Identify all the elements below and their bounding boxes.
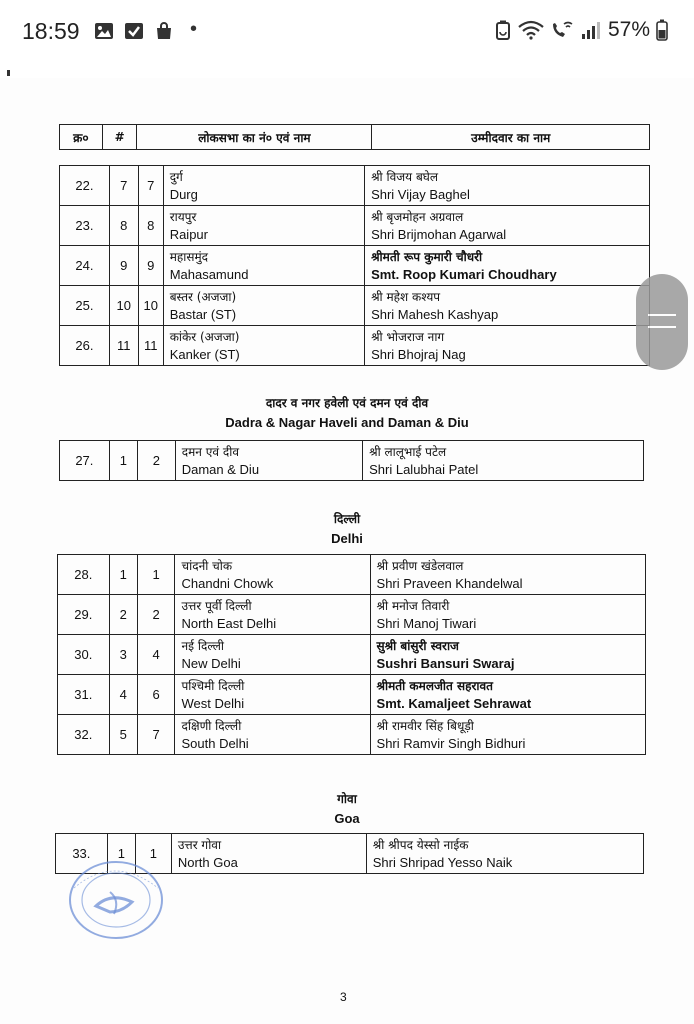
table-cell <box>137 715 175 755</box>
table-cell <box>163 206 364 246</box>
edge-mark <box>7 70 10 76</box>
clock: 18:59 <box>22 18 80 44</box>
constituency-number: 2 <box>152 606 160 622</box>
constituency-number: 10 <box>143 297 158 313</box>
header-table <box>59 124 650 150</box>
section-title-hindi: गोवा <box>337 792 357 806</box>
table-cell <box>58 715 110 755</box>
state-seq-number: 1 <box>117 845 125 861</box>
table-cell <box>138 326 163 366</box>
section-heading-goa <box>0 790 694 828</box>
table-cell <box>370 595 645 635</box>
candidate-name-english: Shri Ramvir Singh Bidhuri <box>376 735 526 751</box>
constituency-name-hindi: रायपुर <box>169 209 197 224</box>
candidate-name-hindi: श्री विजय बघेल <box>371 169 439 184</box>
shopping-bag-icon <box>154 22 174 40</box>
constituency-number: 1 <box>149 845 157 861</box>
table-cell <box>163 326 364 366</box>
constituency-name-english: Durg <box>169 186 198 202</box>
constituency-name-english: New Delhi <box>181 655 241 671</box>
constituency-number: 11 <box>143 337 158 353</box>
table-cell <box>60 166 110 206</box>
candidate-name-hindi: श्री श्रीपद येस्सो नाईक <box>372 837 469 852</box>
header-constituency: लोकसभा का नं० एवं नाम <box>137 125 372 150</box>
wifi-icon <box>518 20 544 40</box>
table-cell <box>175 555 370 595</box>
serial-number: 22. <box>75 177 94 193</box>
table-cell <box>363 441 644 481</box>
constituency-name-english: Raipur <box>169 226 208 242</box>
checkbox-icon <box>124 22 144 40</box>
section-title-hindi: दादर व नगर हवेली एवं दमन एवं दीव <box>265 396 429 410</box>
table-row <box>60 166 650 206</box>
table-cell <box>109 246 138 286</box>
table-cell <box>138 166 163 206</box>
serial-number: 29. <box>74 606 93 622</box>
table-cell <box>109 675 137 715</box>
state-seq-number: 1 <box>119 566 127 582</box>
constituency-name-english: Kanker (ST) <box>169 346 240 362</box>
constituency-name-hindi: महासमुंद <box>169 249 209 264</box>
constituency-number: 9 <box>147 257 155 273</box>
table-cell <box>109 441 137 481</box>
table-cell <box>175 635 370 675</box>
table-row <box>58 555 646 595</box>
table-cell <box>109 326 138 366</box>
section-title-english: Delhi <box>331 531 363 546</box>
table-cell <box>109 595 137 635</box>
table-row <box>60 286 650 326</box>
table-cell <box>370 555 645 595</box>
table-cell <box>175 441 362 481</box>
serial-number: 28. <box>74 566 93 582</box>
constituency-table-chhattisgarh <box>59 165 650 366</box>
table-row <box>58 675 646 715</box>
state-seq-number: 4 <box>119 686 127 702</box>
constituency-number: 6 <box>152 686 160 702</box>
constituency-name-hindi: उत्तर पूर्वी दिल्ली <box>181 598 252 613</box>
table-cell <box>60 326 110 366</box>
state-seq-number: 11 <box>117 337 131 353</box>
candidate-name-english: Shri Mahesh Kashyap <box>371 306 499 322</box>
table-cell <box>58 635 110 675</box>
constituency-number: 4 <box>152 646 160 662</box>
candidate-name-english: Shri Praveen Khandelwal <box>376 575 523 591</box>
section-title-hindi: दिल्ली <box>333 512 361 526</box>
constituency-name-hindi: नई दिल्ली <box>181 638 224 653</box>
constituency-name-english: Daman & Diu <box>181 461 260 477</box>
table-cell <box>366 834 643 874</box>
state-seq-number: 3 <box>119 646 127 662</box>
battery-icon <box>656 19 668 41</box>
candidate-name-english: Shri Vijay Baghel <box>371 186 470 202</box>
candidate-name-english: Smt. Kamaljeet Sehrawat <box>376 695 532 711</box>
constituency-number: 7 <box>147 177 155 193</box>
candidate-name-hindi: श्री बृजमोहन अग्रवाल <box>371 209 464 224</box>
page-number: 3 <box>340 990 347 1004</box>
constituency-name-hindi: दक्षिणी दिल्ली <box>181 718 242 733</box>
table-cell <box>365 286 650 326</box>
serial-number: 31. <box>74 686 93 702</box>
header-candidate: उम्मीदवार का नाम <box>372 125 650 150</box>
constituency-name-hindi: दुर्ग <box>169 169 183 184</box>
table-cell <box>60 246 110 286</box>
table-cell <box>137 635 175 675</box>
table-cell <box>370 635 645 675</box>
candidate-name-hindi: श्री मनोज तिवारी <box>376 598 450 613</box>
table-cell <box>58 555 110 595</box>
constituency-name-english: North Goa <box>177 854 238 870</box>
table-cell <box>175 595 370 635</box>
party-office-stamp <box>66 858 166 942</box>
table-cell <box>109 286 138 326</box>
section-title-english: Dadra & Nagar Haveli and Daman & Diu <box>225 415 469 430</box>
table-cell <box>370 715 645 755</box>
table-cell <box>109 206 138 246</box>
table-cell <box>60 441 110 481</box>
table-row <box>58 595 646 635</box>
table-cell <box>137 675 175 715</box>
table-cell <box>137 441 175 481</box>
constituency-table-dnh <box>59 440 644 481</box>
table-cell <box>370 675 645 715</box>
table-row <box>60 326 650 366</box>
serial-number: 23. <box>75 217 94 233</box>
table-cell <box>109 635 137 675</box>
header-serial: क्र० <box>60 125 103 150</box>
state-seq-number: 7 <box>120 177 128 193</box>
table-cell <box>163 286 364 326</box>
table-cell <box>365 326 650 366</box>
section-title-english: Goa <box>334 811 360 826</box>
constituency-name-hindi: चांदनी चोक <box>181 558 233 573</box>
serial-number: 32. <box>74 726 93 742</box>
table-cell <box>109 166 138 206</box>
table-cell <box>60 286 110 326</box>
candidate-name-english: Shri Manoj Tiwari <box>376 615 477 631</box>
candidate-name-hindi: श्रीमती कमलजीत सहरावत <box>376 678 494 693</box>
constituency-name-hindi: उत्तर गोवा <box>177 837 222 852</box>
table-cell <box>175 715 370 755</box>
constituency-number: 1 <box>152 566 160 582</box>
table-cell <box>58 675 110 715</box>
candidate-name-english: Smt. Roop Kumari Choudhary <box>371 266 557 282</box>
state-seq-number: 5 <box>119 726 127 742</box>
table-row <box>60 206 650 246</box>
constituency-name-hindi: पश्चिमी दिल्ली <box>181 678 245 693</box>
constituency-name-english: Chandni Chowk <box>181 575 274 591</box>
state-seq-number: 8 <box>120 217 128 233</box>
grip-line <box>648 314 676 316</box>
serial-number: 27. <box>75 452 94 468</box>
table-row <box>58 635 646 675</box>
candidate-name-hindi: सुश्री बांसुरी स्वराज <box>376 638 459 653</box>
battery-percent: 57% <box>607 18 650 41</box>
constituency-number: 2 <box>152 452 160 468</box>
gallery-icon <box>94 22 114 40</box>
table-row <box>60 441 644 481</box>
candidate-name-hindi: श्री रामवीर सिंह बिधूड़ी <box>376 718 474 733</box>
state-seq-number: 1 <box>119 452 127 468</box>
constituency-name-hindi: दमन एवं दीव <box>181 444 240 459</box>
constituency-name-english: North East Delhi <box>181 615 277 631</box>
candidate-name-english: Shri Shripad Yesso Naik <box>372 854 513 870</box>
state-seq-number: 9 <box>120 257 128 273</box>
serial-number: 24. <box>75 257 94 273</box>
table-cell <box>109 555 137 595</box>
candidate-name-english: Sushri Bansuri Swaraj <box>376 655 515 671</box>
constituency-number: 8 <box>147 217 155 233</box>
candidate-name-hindi: श्री प्रवीण खंडेलवाल <box>376 558 464 573</box>
scroll-handle[interactable] <box>636 274 688 370</box>
table-cell <box>365 246 650 286</box>
constituency-name-english: Bastar (ST) <box>169 306 237 322</box>
header-hash: # <box>102 125 137 150</box>
table-cell <box>171 834 366 874</box>
state-seq-number: 10 <box>116 297 132 313</box>
serial-number: 25. <box>75 297 94 313</box>
table-cell <box>138 246 163 286</box>
table-cell <box>175 675 370 715</box>
constituency-name-english: West Delhi <box>181 695 245 711</box>
constituency-name-hindi: कांकेर (अजजा) <box>169 329 240 344</box>
candidate-name-hindi: श्री भोजराज नाग <box>371 329 445 344</box>
table-cell <box>58 595 110 635</box>
section-heading-delhi <box>0 510 694 548</box>
table-row <box>60 246 650 286</box>
constituency-name-hindi: बस्तर (अजजा) <box>169 289 237 304</box>
section-heading-dnh <box>0 394 694 432</box>
serial-number: 30. <box>74 646 93 662</box>
table-cell <box>137 595 175 635</box>
battery-saver-icon <box>494 20 512 40</box>
table-cell <box>137 555 175 595</box>
table-cell <box>109 715 137 755</box>
constituency-table-delhi <box>57 554 646 755</box>
table-cell <box>163 166 364 206</box>
table-cell <box>365 166 650 206</box>
serial-number: 33. <box>72 845 91 861</box>
candidate-name-hindi: श्रीमती रूप कुमारी चौधरी <box>371 249 483 264</box>
candidate-name-english: Shri Bhojraj Nag <box>371 346 466 362</box>
candidate-name-hindi: श्री लालूभाई पटेल <box>369 444 447 459</box>
table-cell <box>138 286 163 326</box>
serial-number: 26. <box>75 337 94 353</box>
state-seq-number: 2 <box>119 606 127 622</box>
candidate-name-english: Shri Lalubhai Patel <box>369 461 479 477</box>
notification-dot: • <box>190 18 198 40</box>
table-cell <box>138 206 163 246</box>
table-cell <box>60 206 110 246</box>
constituency-name-english: South Delhi <box>181 735 249 751</box>
constituency-number: 7 <box>152 726 160 742</box>
table-cell <box>365 206 650 246</box>
wifi-call-icon <box>550 20 574 40</box>
constituency-name-english: Mahasamund <box>169 266 249 282</box>
candidate-name-hindi: श्री महेश कश्यप <box>371 289 441 304</box>
signal-icon <box>580 20 602 40</box>
grip-line <box>648 326 676 328</box>
table-row <box>58 715 646 755</box>
candidate-name-english: Shri Brijmohan Agarwal <box>371 226 507 242</box>
status-bar <box>0 0 694 64</box>
table-cell <box>163 246 364 286</box>
